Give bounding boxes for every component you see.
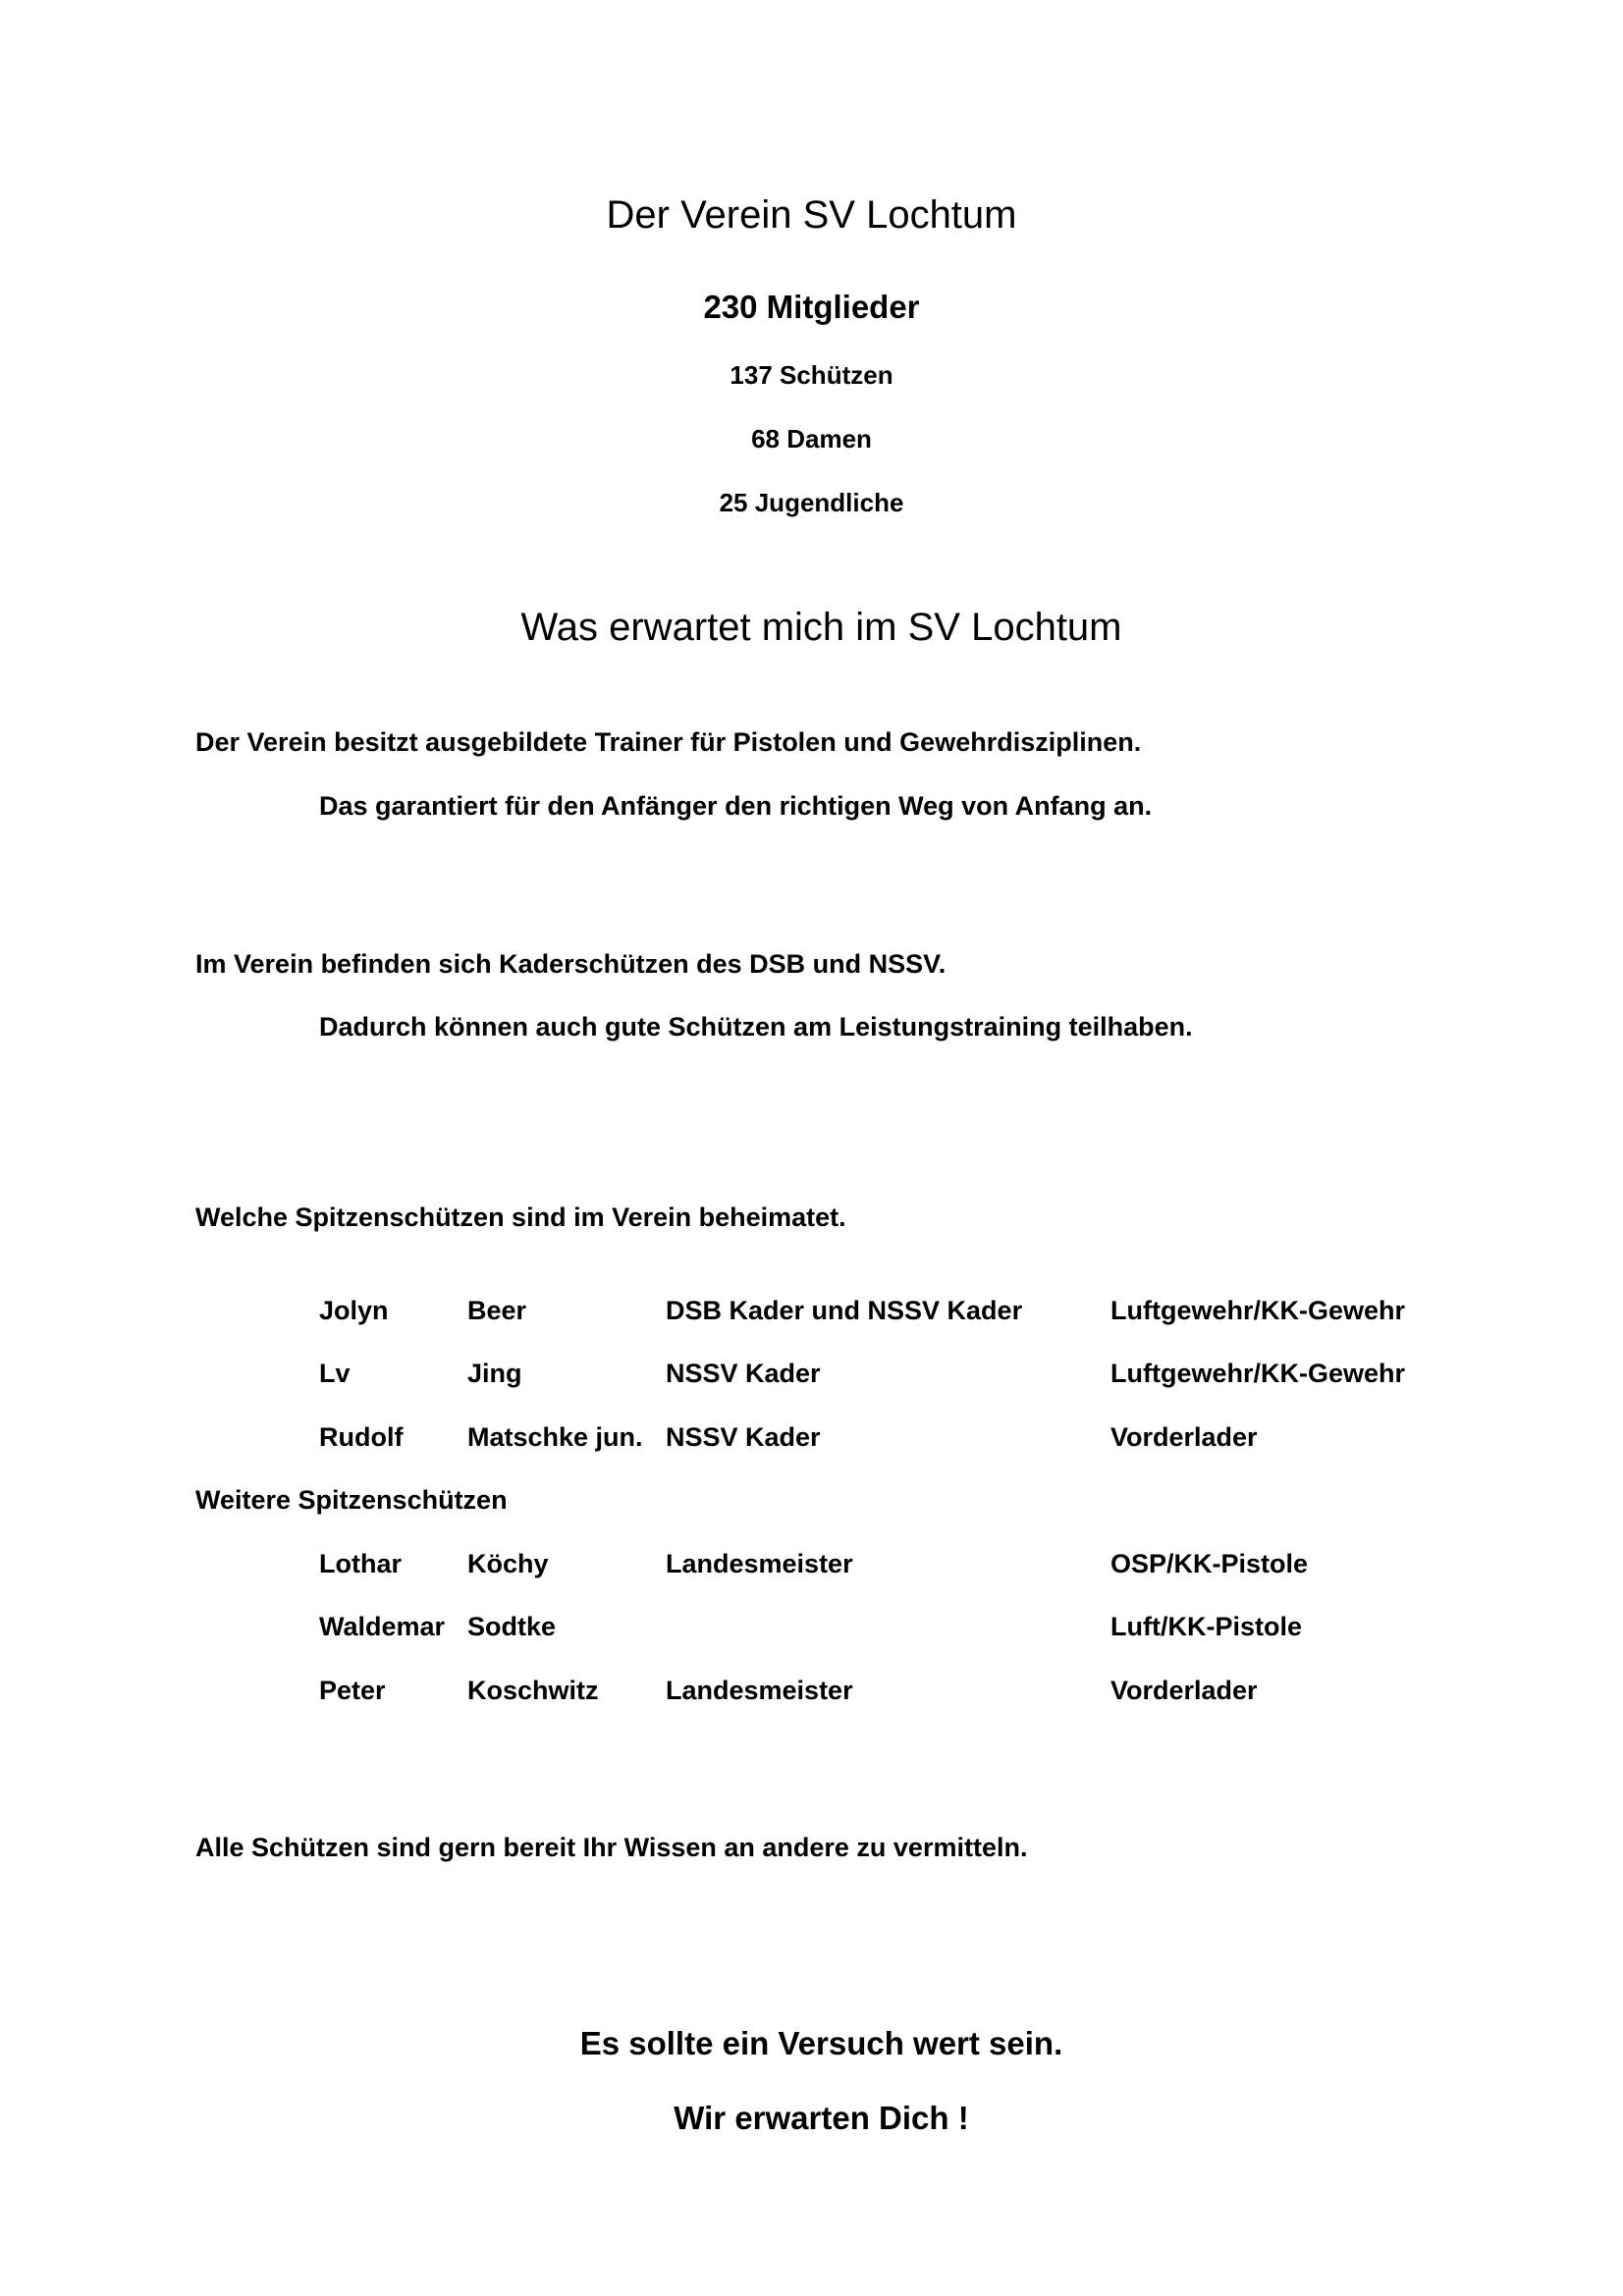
paragraph-top-shooters-intro: Welche Spitzenschützen sind im Verein beheimatet.	[195, 1202, 846, 1232]
paragraph-trainers-note: Das garantiert für den Anfänger den richtigen Weg von Anfang an.	[319, 791, 1153, 821]
shooter-status: NSSV Kader	[666, 1359, 821, 1388]
shooter-last-name: Beer	[467, 1296, 527, 1325]
shooter-first-name: Jolyn	[319, 1296, 389, 1325]
stat-damen: 68 Damen	[751, 424, 872, 454]
closing-line-2: Wir erwarten Dich !	[674, 2100, 969, 2136]
paragraph-more-shooters: Weitere Spitzenschützen	[195, 1485, 508, 1515]
shooter-first-name: Lv	[319, 1359, 351, 1388]
closing-line-1: Es sollte ein Versuch wert sein.	[579, 2025, 1063, 2061]
shooter-last-name: Köchy	[467, 1549, 549, 1578]
shooter-last-name: Matschke jun.	[467, 1422, 643, 1452]
stat-schuetzen: 137 Schützen	[730, 360, 893, 390]
shooter-first-name: Rudolf	[319, 1422, 404, 1452]
section-heading: Was erwartet mich im SV Lochtum	[520, 606, 1122, 649]
paragraph-kader-note: Dadurch können auch gute Schützen am Leistungstraining teilhaben.	[319, 1012, 1193, 1041]
document-title: Der Verein SV Lochtum	[606, 193, 1017, 237]
shooter-status: Landesmeister	[666, 1676, 853, 1705]
shooter-status: Landesmeister	[666, 1549, 853, 1578]
shooter-last-name: Koschwitz	[467, 1676, 599, 1705]
shooter-last-name: Jing	[467, 1359, 522, 1388]
paragraph-trainers: Der Verein besitzt ausgebildete Trainer für Pistolen und Gewehrdisziplinen.	[195, 727, 1142, 757]
shooter-first-name: Waldemar	[319, 1612, 446, 1641]
shooter-discipline: Luftgewehr/KK-Gewehr	[1110, 1359, 1406, 1388]
shooter-first-name: Lothar	[319, 1549, 402, 1578]
stat-jugendliche: 25 Jugendliche	[719, 488, 904, 517]
shooter-status: DSB Kader und NSSV Kader	[666, 1296, 1023, 1325]
shooter-discipline: OSP/KK-Pistole	[1110, 1549, 1309, 1578]
shooter-first-name: Peter	[319, 1676, 386, 1705]
shooter-discipline: Vorderlader	[1110, 1422, 1258, 1452]
shooter-last-name: Sodtke	[467, 1612, 557, 1641]
members-total: 230 Mitglieder	[703, 289, 920, 325]
shooter-discipline: Luft/KK-Pistole	[1110, 1612, 1302, 1641]
shooter-discipline: Luftgewehr/KK-Gewehr	[1110, 1296, 1406, 1325]
paragraph-kader: Im Verein befinden sich Kaderschützen des DSB und NSSV.	[195, 949, 947, 979]
shooter-status: NSSV Kader	[666, 1422, 821, 1452]
paragraph-sharing: Alle Schützen sind gern bereit Ihr Wissen an andere zu vermitteln.	[195, 1833, 1028, 1862]
shooter-discipline: Vorderlader	[1110, 1676, 1258, 1705]
